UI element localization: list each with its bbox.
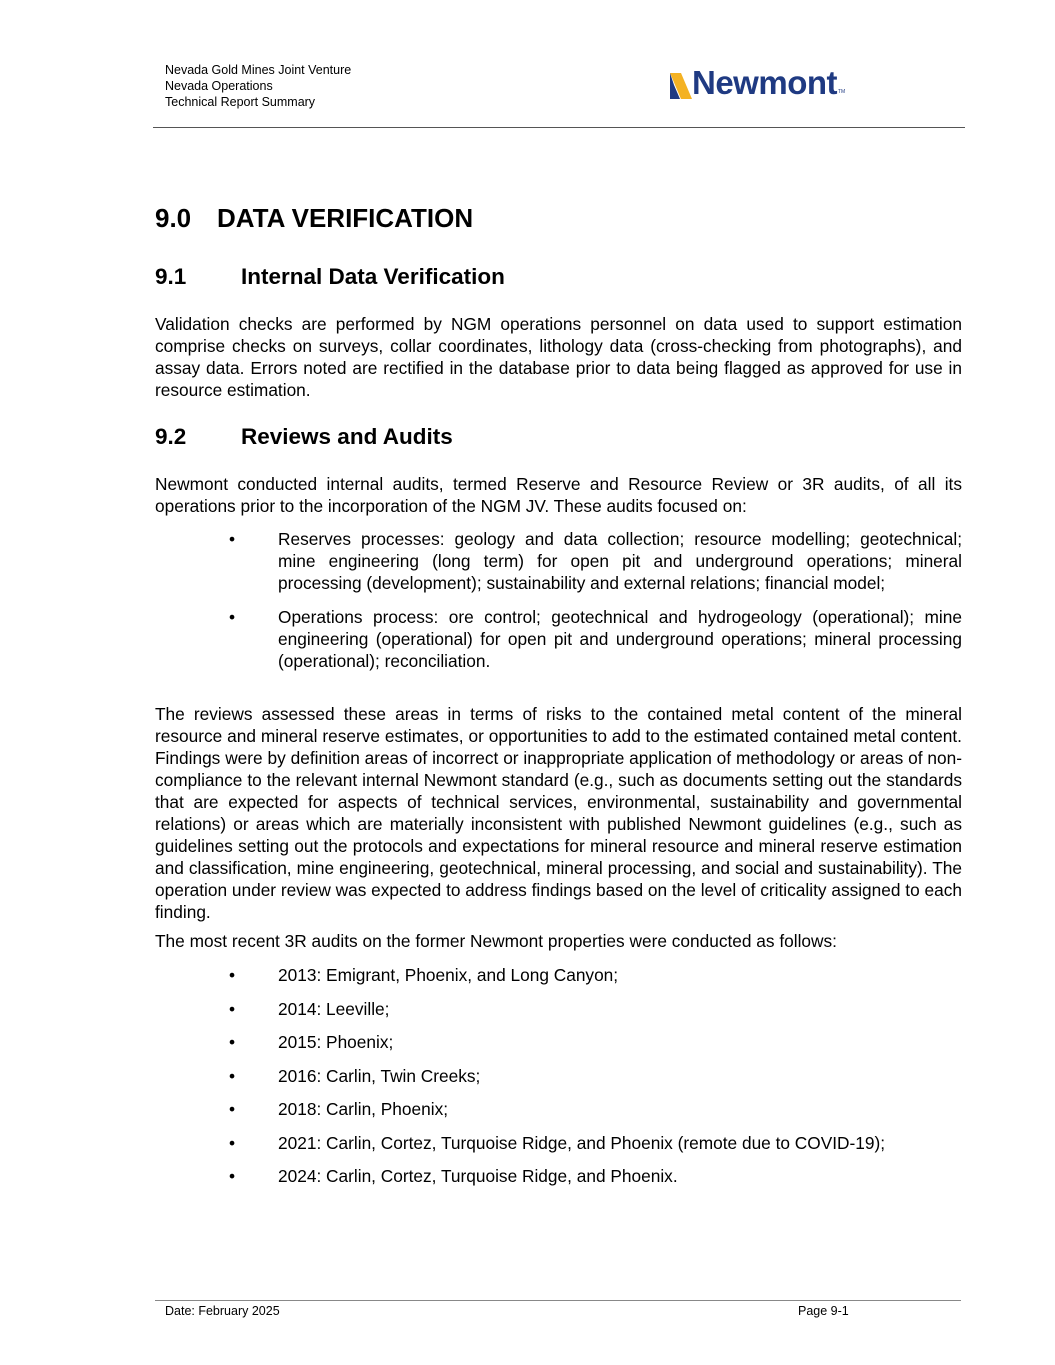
list-item: [0, 606, 962, 672]
list-item-text: 2015: Phoenix;: [278, 1032, 394, 1052]
logo-wordmark: Newmont: [692, 64, 837, 101]
subsection-heading-9-1: [155, 264, 505, 290]
header-line-report: Technical Report Summary: [165, 95, 316, 109]
bullet-icon: •: [229, 965, 236, 985]
footer-page-number: Page 9-1: [798, 1304, 849, 1318]
list-item-text: Reserves processes: geology and data collection; resource modelling; geotechnical; mine engineering (long term) for open pit and underground operations; mineral processing (development); sustainability and external relations; financial model;: [278, 529, 962, 593]
header-divider: [153, 127, 965, 128]
list-item: [0, 1165, 962, 1187]
bullet-icon: •: [229, 1099, 236, 1119]
subsection-number: 9.2: [155, 424, 187, 449]
bullet-icon: •: [229, 998, 236, 1019]
bullet-icon: •: [229, 1166, 236, 1186]
list-item-text: 2021: Carlin, Cortez, Turquoise Ridge, and Phoenix (remote due to COVID-19);: [278, 1132, 886, 1153]
subsection-title: Reviews and Audits: [241, 424, 453, 449]
bullet-icon: •: [229, 607, 236, 627]
list-item-text: 2013: Emigrant, Phoenix, and Long Canyon;: [278, 965, 619, 985]
footer-date: Date: February 2025: [165, 1304, 280, 1318]
list-item-text: 2018: Carlin, Phoenix;: [278, 1099, 449, 1119]
audits-intro-paragraph: Newmont conducted internal audits, termed Reserve and Resource Review or 3R audits, of all its operations prior to the incorporation of the NGM JV. These audits focused on:: [155, 474, 962, 516]
bullet-icon: •: [229, 1032, 236, 1052]
section-heading: [155, 203, 473, 234]
list-item: [0, 964, 962, 986]
newmont-logo: [670, 66, 845, 99]
audit-focus-list: [0, 528, 1055, 672]
internal-verification-paragraph: Validation checks are performed by NGM operations personnel on data used to support estimation comprise checks on surveys, collar coordinates, lithology data (cross-checking from photographs), and assay data. Errors noted are rectified in the database prior to data being flagged as approved for use in resource estimation.: [155, 314, 962, 400]
list-item: [0, 1065, 962, 1087]
subsection-heading-9-2: [155, 424, 453, 450]
subsection-number: 9.1: [155, 264, 187, 289]
bullet-icon: •: [229, 1132, 236, 1153]
list-item: [0, 528, 962, 594]
logo-chevron-icon: [670, 73, 692, 99]
section-title: DATA VERIFICATION: [217, 203, 474, 233]
bullet-icon: •: [229, 529, 236, 549]
bullet-icon: •: [229, 1065, 236, 1086]
header-line-company: Nevada Gold Mines Joint Venture: [165, 63, 352, 77]
list-item-text: Operations process: ore control; geotechnical and hydrogeology (operational); mine engineering (operational) for open pit and underground operations; mineral processing (operational); reconciliation.: [278, 607, 962, 671]
recent-audits-list: [0, 964, 1055, 1187]
header-info: [165, 62, 351, 110]
list-item: [0, 998, 962, 1020]
list-item-text: 2016: Carlin, Twin Creeks;: [278, 1065, 481, 1086]
footer-divider: [155, 1300, 961, 1301]
list-item: [0, 1031, 962, 1053]
list-item: [0, 1132, 962, 1154]
subsection-title: Internal Data Verification: [241, 264, 505, 289]
header-line-operations: Nevada Operations: [165, 79, 273, 93]
list-item-text: 2014: Leeville;: [278, 998, 390, 1019]
section-number: 9.0: [155, 203, 192, 233]
logo-trademark: TM: [838, 89, 846, 95]
list-item-text: 2024: Carlin, Cortez, Turquoise Ridge, and Phoenix.: [278, 1166, 678, 1186]
recent-audits-intro: The most recent 3R audits on the former Newmont properties were conducted as follows:: [155, 931, 837, 951]
list-item: [0, 1098, 962, 1120]
reviews-paragraph: The reviews assessed these areas in terms of risks to the contained metal content of the mineral resource and mineral reserve estimates, or opportunities to add to the estimated contained metal content. Findings were by definition areas of incorrect or inappropriate application of methodology or areas of non-compliance to the relevant internal Newmont standard (e.g., such as documents setting out the standards that are expected for aspects of technical services, environmental, sustainability and governmental relations) or areas which are materially inconsistent with published Newmont guidelines (e.g., such as guidelines setting out the protocols and expectations for mineral resource and mineral reserve estimation and classification, mine engineering, geotechnical, mineral processing, and social and sustainability). The operation under review was expected to address findings based on the level of criticality assigned to each finding.: [155, 704, 962, 922]
